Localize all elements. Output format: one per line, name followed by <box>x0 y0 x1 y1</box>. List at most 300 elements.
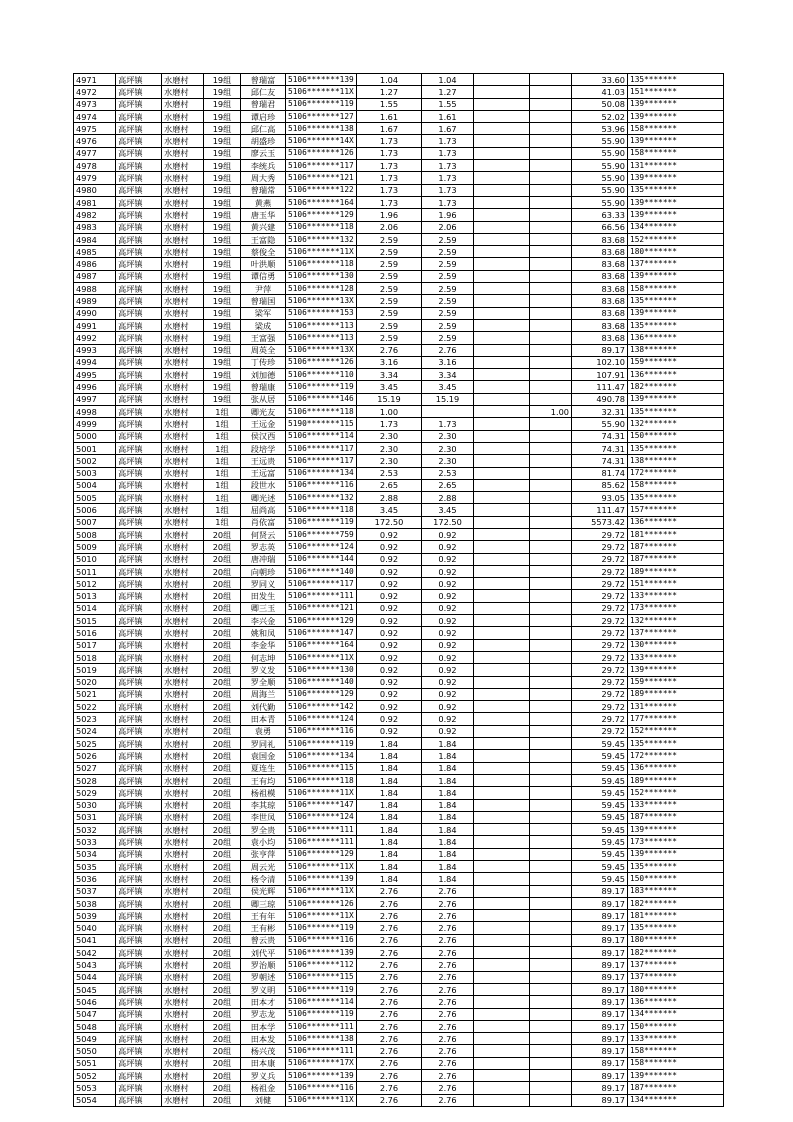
amount-cell: 89.17 <box>572 996 628 1008</box>
area-2-cell: 2.76 <box>422 971 474 983</box>
area-3-cell <box>530 541 572 553</box>
blank-col-cell <box>474 479 530 491</box>
name-cell: 谭信勇 <box>241 270 286 282</box>
id-number-cell: 5106*******129 <box>286 688 357 700</box>
amount-cell: 50.08 <box>572 98 628 110</box>
blank-col-cell <box>474 959 530 971</box>
id-number-cell: 5106*******127 <box>286 110 357 122</box>
blank-col-cell <box>474 258 530 270</box>
town-cell: 高坪镇 <box>116 528 162 540</box>
area-2-cell: 2.76 <box>422 1045 474 1057</box>
id-number-cell: 5106*******17X <box>286 1057 357 1069</box>
area-2-cell: 2.59 <box>422 283 474 295</box>
amount-cell: 59.45 <box>572 787 628 799</box>
village-cell: 水磨村 <box>162 959 204 971</box>
id-number-cell: 5106*******11X <box>286 885 357 897</box>
area-3-cell <box>530 74 572 86</box>
area-3-cell <box>530 147 572 159</box>
area-3-cell <box>530 725 572 737</box>
name-cell: 廖云玉 <box>241 147 286 159</box>
town-cell: 高坪镇 <box>116 1033 162 1045</box>
table-row <box>74 885 724 897</box>
area-cell: 0.92 <box>357 725 422 737</box>
area-3-cell <box>530 332 572 344</box>
id-number-cell: 5106*******140 <box>286 565 357 577</box>
village-cell: 水磨村 <box>162 873 204 885</box>
town-cell: 高坪镇 <box>116 270 162 282</box>
group-cell: 19组 <box>204 332 241 344</box>
name-cell: 梁军 <box>241 307 286 319</box>
area-cell: 1.73 <box>357 184 422 196</box>
row-number-cell: 5040 <box>74 922 116 934</box>
table-row <box>74 393 724 405</box>
blank-col-cell <box>474 651 530 663</box>
area-2-cell: 2.76 <box>422 344 474 356</box>
phone-cell: 132******* <box>628 418 724 430</box>
id-number-cell: 5106*******130 <box>286 664 357 676</box>
phone-cell: 189******* <box>628 774 724 786</box>
village-cell: 水磨村 <box>162 947 204 959</box>
village-cell: 水磨村 <box>162 701 204 713</box>
id-number-cell: 5106*******142 <box>286 701 357 713</box>
group-cell: 20组 <box>204 971 241 983</box>
area-cell: 2.76 <box>357 910 422 922</box>
area-cell: 1.00 <box>357 406 422 418</box>
group-cell: 19组 <box>204 295 241 307</box>
area-cell: 0.92 <box>357 590 422 602</box>
amount-cell: 89.17 <box>572 934 628 946</box>
area-cell: 2.76 <box>357 1070 422 1082</box>
table-row <box>74 738 724 750</box>
table-row <box>74 701 724 713</box>
id-number-cell: 5190*******115 <box>286 418 357 430</box>
blank-col-cell <box>474 922 530 934</box>
area-cell: 2.59 <box>357 332 422 344</box>
row-number-cell: 5009 <box>74 541 116 553</box>
amount-cell: 93.05 <box>572 492 628 504</box>
name-cell: 李统兵 <box>241 160 286 172</box>
table-row <box>74 762 724 774</box>
town-cell: 高坪镇 <box>116 836 162 848</box>
blank-col-cell <box>474 1070 530 1082</box>
village-cell: 水磨村 <box>162 196 204 208</box>
amount-cell: 83.68 <box>572 319 628 331</box>
name-cell: 谭启珍 <box>241 110 286 122</box>
village-cell: 水磨村 <box>162 295 204 307</box>
area-cell: 1.84 <box>357 861 422 873</box>
town-cell: 高坪镇 <box>116 651 162 663</box>
row-number-cell: 5010 <box>74 553 116 565</box>
area-cell: 2.76 <box>357 1008 422 1020</box>
town-cell: 高坪镇 <box>116 553 162 565</box>
id-number-cell: 5106*******132 <box>286 233 357 245</box>
name-cell: 罗同义 <box>241 578 286 590</box>
blank-col-cell <box>474 897 530 909</box>
phone-cell: 152******* <box>628 787 724 799</box>
village-cell: 水磨村 <box>162 762 204 774</box>
table-row <box>74 442 724 454</box>
amount-cell: 29.72 <box>572 528 628 540</box>
table-row <box>74 602 724 614</box>
village-cell: 水磨村 <box>162 184 204 196</box>
area-3-cell <box>530 184 572 196</box>
table-row <box>74 270 724 282</box>
name-cell: 侯光辉 <box>241 885 286 897</box>
area-3-cell <box>530 381 572 393</box>
area-cell: 2.76 <box>357 1045 422 1057</box>
village-cell: 水磨村 <box>162 430 204 442</box>
village-cell: 水磨村 <box>162 1008 204 1020</box>
amount-cell: 83.68 <box>572 307 628 319</box>
blank-col-cell <box>474 1008 530 1020</box>
area-cell: 3.45 <box>357 504 422 516</box>
table-row <box>74 1033 724 1045</box>
amount-cell: 83.68 <box>572 246 628 258</box>
town-cell: 高坪镇 <box>116 1045 162 1057</box>
row-number-cell: 4996 <box>74 381 116 393</box>
id-number-cell: 5106*******119 <box>286 1008 357 1020</box>
blank-col-cell <box>474 492 530 504</box>
area-3-cell <box>530 1045 572 1057</box>
area-cell: 1.27 <box>357 86 422 98</box>
area-3-cell <box>530 319 572 331</box>
amount-cell: 29.72 <box>572 664 628 676</box>
town-cell: 高坪镇 <box>116 910 162 922</box>
id-number-cell: 5106*******111 <box>286 1020 357 1032</box>
town-cell: 高坪镇 <box>116 406 162 418</box>
id-number-cell: 5106*******119 <box>286 381 357 393</box>
blank-col-cell <box>474 615 530 627</box>
name-cell: 曾瑞常 <box>241 184 286 196</box>
area-3-cell <box>530 86 572 98</box>
phone-cell: 187******* <box>628 541 724 553</box>
village-cell: 水磨村 <box>162 123 204 135</box>
name-cell: 田本学 <box>241 1020 286 1032</box>
phone-cell: 189******* <box>628 688 724 700</box>
amount-cell: 66.56 <box>572 221 628 233</box>
area-cell: 0.92 <box>357 528 422 540</box>
phone-cell: 135******* <box>628 922 724 934</box>
table-row <box>74 615 724 627</box>
amount-cell: 89.17 <box>572 1020 628 1032</box>
blank-col-cell <box>474 369 530 381</box>
name-cell: 王远金 <box>241 418 286 430</box>
area-2-cell: 2.59 <box>422 246 474 258</box>
group-cell: 20组 <box>204 676 241 688</box>
row-number-cell: 5011 <box>74 565 116 577</box>
village-cell: 水磨村 <box>162 713 204 725</box>
area-2-cell: 2.59 <box>422 258 474 270</box>
village-cell: 水磨村 <box>162 209 204 221</box>
blank-col-cell <box>474 221 530 233</box>
area-2-cell: 0.92 <box>422 590 474 602</box>
area-3-cell <box>530 971 572 983</box>
town-cell: 高坪镇 <box>116 98 162 110</box>
table-row <box>74 196 724 208</box>
blank-col-cell <box>474 627 530 639</box>
group-cell: 20组 <box>204 787 241 799</box>
blank-col-cell <box>474 713 530 725</box>
area-cell: 3.34 <box>357 369 422 381</box>
id-number-cell: 5106*******134 <box>286 467 357 479</box>
table-row <box>74 295 724 307</box>
phone-cell: 159******* <box>628 676 724 688</box>
group-cell: 20组 <box>204 688 241 700</box>
blank-col-cell <box>474 455 530 467</box>
row-number-cell: 5030 <box>74 799 116 811</box>
area-2-cell: 0.92 <box>422 602 474 614</box>
row-number-cell: 5013 <box>74 590 116 602</box>
id-number-cell: 5106*******124 <box>286 713 357 725</box>
area-2-cell: 1.73 <box>422 172 474 184</box>
town-cell: 高坪镇 <box>116 1082 162 1094</box>
amount-cell: 52.02 <box>572 110 628 122</box>
town-cell: 高坪镇 <box>116 258 162 270</box>
blank-col-cell <box>474 688 530 700</box>
area-2-cell: 2.76 <box>422 959 474 971</box>
area-3-cell <box>530 246 572 258</box>
town-cell: 高坪镇 <box>116 1008 162 1020</box>
table-row <box>74 246 724 258</box>
phone-cell: 139******* <box>628 135 724 147</box>
amount-cell: 59.45 <box>572 750 628 762</box>
table-row <box>74 492 724 504</box>
table-row <box>74 824 724 836</box>
group-cell: 20组 <box>204 774 241 786</box>
area-3-cell <box>530 565 572 577</box>
group-cell: 19组 <box>204 98 241 110</box>
group-cell: 19组 <box>204 270 241 282</box>
table-row <box>74 479 724 491</box>
village-cell: 水磨村 <box>162 738 204 750</box>
area-3-cell <box>530 258 572 270</box>
name-cell: 李其琼 <box>241 799 286 811</box>
village-cell: 水磨村 <box>162 86 204 98</box>
village-cell: 水磨村 <box>162 221 204 233</box>
phone-cell: 151******* <box>628 86 724 98</box>
town-cell: 高坪镇 <box>116 578 162 590</box>
phone-cell: 180******* <box>628 246 724 258</box>
amount-cell: 29.72 <box>572 602 628 614</box>
town-cell: 高坪镇 <box>116 393 162 405</box>
area-2-cell: 0.92 <box>422 541 474 553</box>
amount-cell: 32.31 <box>572 406 628 418</box>
town-cell: 高坪镇 <box>116 381 162 393</box>
area-3-cell <box>530 1057 572 1069</box>
phone-cell: 139******* <box>628 98 724 110</box>
id-number-cell: 5106*******115 <box>286 762 357 774</box>
town-cell: 高坪镇 <box>116 307 162 319</box>
id-number-cell: 5106*******139 <box>286 74 357 86</box>
group-cell: 1组 <box>204 430 241 442</box>
town-cell: 高坪镇 <box>116 196 162 208</box>
row-number-cell: 5014 <box>74 602 116 614</box>
area-cell: 2.59 <box>357 246 422 258</box>
town-cell: 高坪镇 <box>116 246 162 258</box>
area-2-cell: 2.65 <box>422 479 474 491</box>
amount-cell: 490.78 <box>572 393 628 405</box>
area-cell: 2.59 <box>357 233 422 245</box>
town-cell: 高坪镇 <box>116 209 162 221</box>
area-3-cell <box>530 959 572 971</box>
table-row <box>74 319 724 331</box>
phone-cell: 173******* <box>628 836 724 848</box>
area-cell: 172.50 <box>357 516 422 528</box>
group-cell: 20组 <box>204 664 241 676</box>
name-cell: 李金华 <box>241 639 286 651</box>
area-cell: 0.92 <box>357 578 422 590</box>
group-cell: 19组 <box>204 74 241 86</box>
table-row <box>74 934 724 946</box>
area-2-cell: 1.73 <box>422 418 474 430</box>
area-3-cell <box>530 442 572 454</box>
blank-col-cell <box>474 393 530 405</box>
area-cell: 1.84 <box>357 836 422 848</box>
village-cell: 水磨村 <box>162 528 204 540</box>
name-cell: 刘加德 <box>241 369 286 381</box>
area-3-cell <box>530 701 572 713</box>
row-number-cell: 4979 <box>74 172 116 184</box>
area-2-cell: 0.92 <box>422 627 474 639</box>
area-2-cell: 1.84 <box>422 861 474 873</box>
name-cell: 杨兴茂 <box>241 1045 286 1057</box>
phone-cell: 136******* <box>628 996 724 1008</box>
id-number-cell: 5106*******11X <box>286 651 357 663</box>
town-cell: 高坪镇 <box>116 430 162 442</box>
town-cell: 高坪镇 <box>116 750 162 762</box>
row-number-cell: 4971 <box>74 74 116 86</box>
area-2-cell: 2.59 <box>422 295 474 307</box>
area-2-cell: 0.92 <box>422 713 474 725</box>
area-2-cell: 1.84 <box>422 824 474 836</box>
area-3-cell <box>530 221 572 233</box>
area-2-cell: 0.92 <box>422 651 474 663</box>
row-number-cell: 4974 <box>74 110 116 122</box>
blank-col-cell <box>474 701 530 713</box>
area-2-cell: 2.76 <box>422 1020 474 1032</box>
area-cell: 1.96 <box>357 209 422 221</box>
table-row <box>74 861 724 873</box>
area-3-cell <box>530 98 572 110</box>
area-2-cell: 2.76 <box>422 1094 474 1106</box>
row-number-cell: 5032 <box>74 824 116 836</box>
phone-cell: 183******* <box>628 885 724 897</box>
row-number-cell: 5041 <box>74 934 116 946</box>
phone-cell: 187******* <box>628 1082 724 1094</box>
name-cell: 曾瑞君 <box>241 98 286 110</box>
blank-col-cell <box>474 787 530 799</box>
table-row <box>74 897 724 909</box>
name-cell: 罗志龙 <box>241 1008 286 1020</box>
area-3-cell <box>530 590 572 602</box>
village-cell: 水磨村 <box>162 897 204 909</box>
phone-cell: 134******* <box>628 221 724 233</box>
amount-cell: 89.17 <box>572 1094 628 1106</box>
id-number-cell: 5106*******144 <box>286 553 357 565</box>
village-cell: 水磨村 <box>162 516 204 528</box>
area-cell: 2.59 <box>357 319 422 331</box>
group-cell: 19组 <box>204 160 241 172</box>
row-number-cell: 5008 <box>74 528 116 540</box>
group-cell: 20组 <box>204 1008 241 1020</box>
phone-cell: 189******* <box>628 565 724 577</box>
group-cell: 20组 <box>204 947 241 959</box>
area-3-cell <box>530 934 572 946</box>
area-2-cell: 0.92 <box>422 553 474 565</box>
area-cell: 0.92 <box>357 565 422 577</box>
id-number-cell: 5106*******111 <box>286 1045 357 1057</box>
name-cell: 段培学 <box>241 442 286 454</box>
blank-col-cell <box>474 172 530 184</box>
name-cell: 王远贵 <box>241 455 286 467</box>
village-cell: 水磨村 <box>162 934 204 946</box>
town-cell: 高坪镇 <box>116 602 162 614</box>
phone-cell: 139******* <box>628 270 724 282</box>
area-3-cell <box>530 1020 572 1032</box>
row-number-cell: 4989 <box>74 295 116 307</box>
id-number-cell: 5106*******128 <box>286 283 357 295</box>
phone-cell: 134******* <box>628 1094 724 1106</box>
group-cell: 19组 <box>204 110 241 122</box>
town-cell: 高坪镇 <box>116 442 162 454</box>
amount-cell: 59.45 <box>572 738 628 750</box>
village-cell: 水磨村 <box>162 344 204 356</box>
town-cell: 高坪镇 <box>116 738 162 750</box>
row-number-cell: 5025 <box>74 738 116 750</box>
table-row <box>74 1020 724 1032</box>
name-cell: 罗志英 <box>241 541 286 553</box>
group-cell: 19组 <box>204 344 241 356</box>
name-cell: 卿三玉 <box>241 602 286 614</box>
name-cell: 刘健 <box>241 1094 286 1106</box>
village-cell: 水磨村 <box>162 110 204 122</box>
name-cell: 丁传珍 <box>241 356 286 368</box>
town-cell: 高坪镇 <box>116 1070 162 1082</box>
amount-cell: 85.62 <box>572 479 628 491</box>
area-cell: 0.92 <box>357 639 422 651</box>
blank-col-cell <box>474 602 530 614</box>
name-cell: 罗全贵 <box>241 824 286 836</box>
blank-col-cell <box>474 811 530 823</box>
amount-cell: 89.17 <box>572 910 628 922</box>
id-number-cell: 5106*******121 <box>286 602 357 614</box>
blank-col-cell <box>474 283 530 295</box>
town-cell: 高坪镇 <box>116 934 162 946</box>
village-cell: 水磨村 <box>162 147 204 159</box>
area-3-cell <box>530 651 572 663</box>
table-row <box>74 983 724 995</box>
area-3-cell <box>530 873 572 885</box>
id-number-cell: 5106*******116 <box>286 479 357 491</box>
row-number-cell: 4973 <box>74 98 116 110</box>
area-2-cell: 1.84 <box>422 836 474 848</box>
name-cell: 王远富 <box>241 467 286 479</box>
area-2-cell: 3.34 <box>422 369 474 381</box>
town-cell: 高坪镇 <box>116 184 162 196</box>
area-3-cell <box>530 578 572 590</box>
blank-col-cell <box>474 1020 530 1032</box>
town-cell: 高坪镇 <box>116 762 162 774</box>
area-2-cell: 15.19 <box>422 393 474 405</box>
area-cell: 1.84 <box>357 824 422 836</box>
village-cell: 水磨村 <box>162 1082 204 1094</box>
blank-col-cell <box>474 344 530 356</box>
phone-cell: 177******* <box>628 713 724 725</box>
town-cell: 高坪镇 <box>116 947 162 959</box>
phone-cell: 136******* <box>628 332 724 344</box>
area-cell: 0.92 <box>357 553 422 565</box>
area-2-cell: 1.84 <box>422 873 474 885</box>
